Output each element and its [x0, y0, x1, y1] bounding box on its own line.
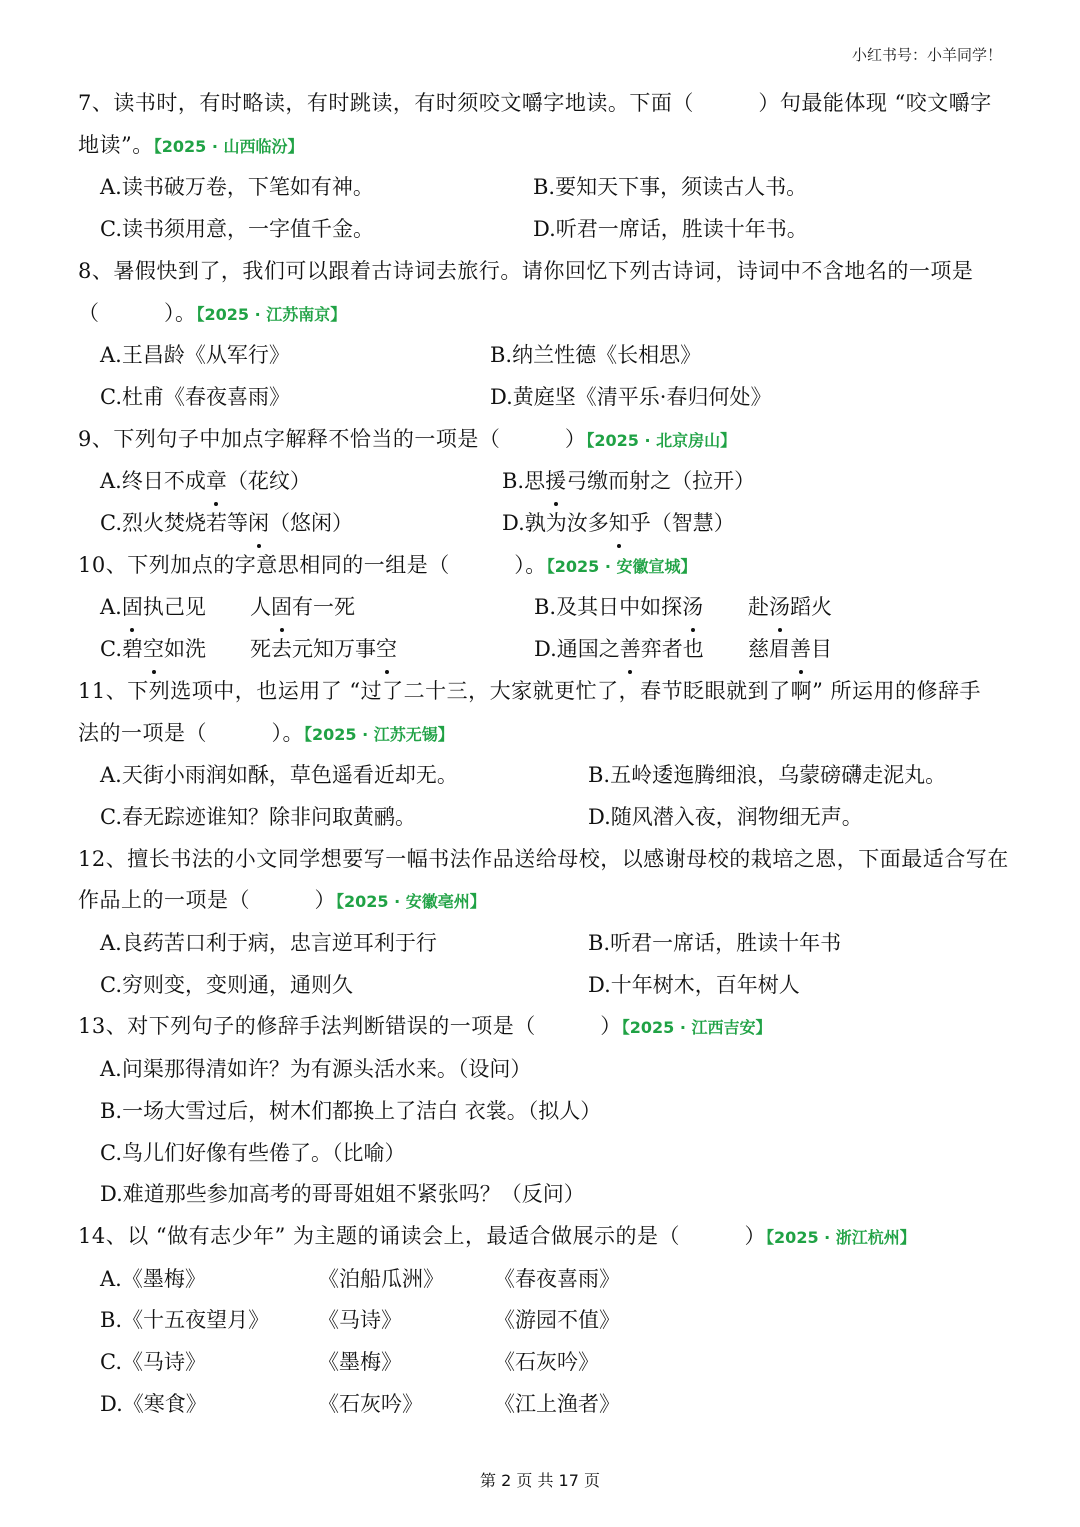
question-7-line1: 7、读书时，有时略读，有时跳读，有时须咬文嚼字地读。下面（ ）句最能体现 “咬文嚼字	[78, 91, 992, 115]
question-8	[78, 251, 1008, 419]
question-8-line1: 8、暑假快到了，我们可以跟着古诗词去旅行。请你回忆下列古诗词，诗词中不含地名的一项是	[78, 258, 974, 283]
dotted-char: 汤	[682, 587, 703, 629]
dotted-char: 章	[206, 461, 227, 503]
option-d: D.听君一席话，胜读十年书。	[533, 217, 808, 242]
option-text: 乎（智慧）	[629, 511, 735, 536]
option-text: 死去元知万事	[250, 637, 376, 662]
options-row	[78, 965, 1008, 1007]
question-12-line2	[78, 880, 1008, 923]
source-tag: 【2025 · 北京房山】	[586, 430, 737, 450]
option-text: 慈眉	[748, 637, 790, 662]
option-text: 弈者也	[640, 637, 704, 662]
option-b: B.听君一席话，胜读十年书	[588, 931, 842, 956]
question-list	[78, 83, 1008, 1426]
option-text: A.	[100, 595, 122, 620]
question-13-text: 13、对下列句子的修辞手法判断错误的一项是（ ）	[78, 1014, 622, 1039]
option-text: D.通国之	[534, 637, 620, 662]
option-b: B.一场大雪过后，树木们都换上了洁白 衣裳。（拟人）	[100, 1098, 602, 1123]
question-10	[78, 545, 1008, 671]
option-a-poem-3: 《春夜喜雨》	[494, 1266, 620, 1291]
option-text: B.及其日中如探	[534, 595, 683, 620]
question-11-line1: 11、下列选项中，也运用了 “过了二十三，大家就更忙了，春节眨眼就到了啊” 所运用的修辞手	[78, 678, 982, 703]
question-11	[78, 671, 1008, 839]
option-d-poem-1: D.《寒食》	[100, 1391, 207, 1416]
option-d: D.难道那些参加高考的哥哥姐姐不紧张吗？（反问）	[100, 1182, 585, 1207]
source-tag: 【2025 · 江苏无锡】	[304, 724, 454, 744]
option-d-poem-2: 《石灰吟》	[318, 1391, 423, 1416]
option-text: 蹈火	[790, 595, 832, 620]
option-c: C.鸟儿们好像有些倦了。（比喻）	[100, 1140, 406, 1165]
option-a: A.王昌龄《从军行》	[100, 343, 290, 368]
option-d: D.黄庭坚《清平乐·春归何处》	[490, 384, 772, 409]
option-b-poem-2: 《马诗》	[318, 1308, 402, 1333]
option-c: C.读书须用意，一字值千金。	[100, 217, 374, 242]
options-row	[78, 797, 1008, 839]
option-text: 有一死	[292, 595, 355, 620]
options-row	[78, 755, 1008, 797]
option-d	[502, 503, 735, 545]
option-d-2	[748, 629, 832, 671]
option-text: C.烈火焚烧若等	[100, 511, 248, 536]
option-b: B.要知天下事，须读古人书。	[533, 175, 808, 200]
options-row	[78, 923, 1008, 965]
option-d-1	[534, 629, 748, 671]
options-row	[78, 1342, 1008, 1384]
header-note: 小红书号：小羊同学！	[851, 46, 1002, 64]
option-d-poem-3: 《江上渔者》	[494, 1391, 620, 1416]
question-9-line1	[78, 419, 1008, 462]
question-8-line2	[78, 293, 1008, 336]
option-b-2	[748, 587, 832, 629]
option-a: A.读书破万卷，下笔如有神。	[100, 175, 374, 200]
question-13	[78, 1006, 1008, 1216]
option-text: 赴	[748, 595, 769, 620]
dotted-char: 汤	[769, 587, 790, 629]
option-b: B.五岭逶迤腾细浪，乌蒙磅礴走泥丸。	[588, 763, 947, 788]
options-row	[78, 1300, 1008, 1342]
option-c-poem-3: 《石灰吟》	[494, 1350, 599, 1375]
question-12-text: 作品上的一项是（ ）	[78, 888, 336, 913]
dotted-char: 知	[609, 503, 630, 545]
option-text: 人	[250, 595, 271, 620]
source-tag: 【2025 · 安徽宣城】	[546, 556, 697, 576]
question-9	[78, 419, 1008, 545]
option-a: A.天街小雨润如酥，草色遥看近却无。	[100, 763, 458, 788]
question-11-line2	[78, 713, 1008, 756]
option-c: C.杜甫《春夜喜雨》	[100, 384, 290, 409]
source-tag: 【2025 · 浙江杭州】	[766, 1227, 916, 1247]
page-footer: 第 2 页 共 17 页	[480, 1471, 600, 1490]
question-7-text: 地读”。	[78, 132, 154, 157]
dotted-char: 善	[790, 629, 811, 671]
dotted-char: 空	[143, 629, 164, 671]
option-b: B.纳兰性德《长相思》	[490, 343, 702, 368]
option-a-2	[250, 587, 534, 629]
option-b-1	[534, 587, 748, 629]
options-row	[78, 503, 1008, 545]
source-tag: 【2025 · 山西临汾】	[153, 136, 304, 156]
dotted-char: 援	[545, 461, 566, 503]
options-row	[78, 1259, 1008, 1301]
option-c: C.春无踪迹谁知？除非问取黄鹂。	[100, 804, 416, 829]
option-c-poem-1: C.《马诗》	[100, 1350, 206, 1375]
question-12-line1: 12、擅长书法的小文同学想要写一幅书法作品送给母校，以感谢母校的栽培之恩，下面最适合写在	[78, 846, 1009, 871]
options-row	[78, 1384, 1008, 1426]
question-10-line1	[78, 545, 1008, 588]
question-9-text: 9、下列句子中加点字解释不恰当的一项是（ ）	[78, 426, 587, 451]
option-c-1	[100, 629, 250, 671]
source-tag: 【2025 · 安徽亳州】	[336, 892, 486, 912]
option-b	[502, 461, 755, 503]
option-a-1	[100, 587, 250, 629]
options-row	[78, 629, 1008, 671]
option-text: 执己见	[142, 595, 206, 620]
question-7	[78, 83, 1008, 251]
option-c	[100, 503, 502, 545]
question-14-line1	[78, 1216, 1008, 1259]
option-text: （花纹）	[226, 469, 311, 494]
option-c-2	[250, 629, 534, 671]
options-row	[78, 209, 1008, 251]
option-text: C.碧	[100, 637, 143, 662]
option-b-poem-1: B.《十五夜望月》	[100, 1308, 270, 1333]
option-a: A.良药苦口利于病，忠言逆耳利于行	[100, 931, 437, 956]
option-a	[100, 461, 502, 503]
source-tag: 【2025 · 江西吉安】	[621, 1018, 772, 1038]
option-text: （悠闲）	[269, 511, 353, 536]
dotted-char: 固	[271, 587, 292, 629]
option-text: D.孰为汝多	[502, 511, 609, 536]
option-d: D.随风潜入夜，润物细无声。	[588, 804, 863, 829]
question-10-text: 10、下列加点的字意思相同的一组是（ ）。	[78, 552, 547, 577]
question-11-text: 法的一项是（ ）。	[78, 720, 304, 745]
options-row	[78, 167, 1008, 209]
options-row	[78, 461, 1008, 503]
options-row	[78, 335, 1008, 377]
question-7-line2	[78, 125, 1008, 168]
option-c: C.穷则变，变则通，通则久	[100, 972, 353, 997]
option-a-poem-2: 《泊船瓜洲》	[318, 1266, 444, 1291]
dotted-char: 闲	[248, 503, 269, 545]
option-d: D.十年树木，百年树人	[588, 972, 800, 997]
option-b-poem-3: 《游园不值》	[494, 1308, 620, 1333]
dotted-char: 固	[122, 587, 143, 629]
option-text: A.终日不成	[100, 469, 206, 494]
question-13-line1	[78, 1006, 1008, 1049]
question-8-text: （ ）。	[78, 300, 197, 325]
dotted-char: 善	[620, 629, 641, 671]
source-tag: 【2025 · 江苏南京】	[196, 304, 347, 324]
option-text: 如洗	[164, 637, 206, 662]
dotted-char: 空	[376, 629, 397, 671]
option-text: 目	[811, 637, 832, 662]
question-14-text: 14、以 “做有志少年” 为主题的诵读会上，最适合做展示的是（ ）	[78, 1223, 767, 1248]
option-a: A.问渠那得清如许？为有源头活水来。（设问）	[100, 1057, 532, 1082]
option-text: 弓缴而射之（拉开）	[566, 469, 756, 494]
question-12	[78, 839, 1008, 1007]
options-row	[78, 587, 1008, 629]
options-row	[78, 377, 1008, 419]
option-text: B.思	[502, 469, 546, 494]
option-c-poem-2: 《墨梅》	[318, 1350, 402, 1375]
question-14	[78, 1216, 1008, 1426]
option-a-poem-1: A.《墨梅》	[100, 1266, 206, 1291]
